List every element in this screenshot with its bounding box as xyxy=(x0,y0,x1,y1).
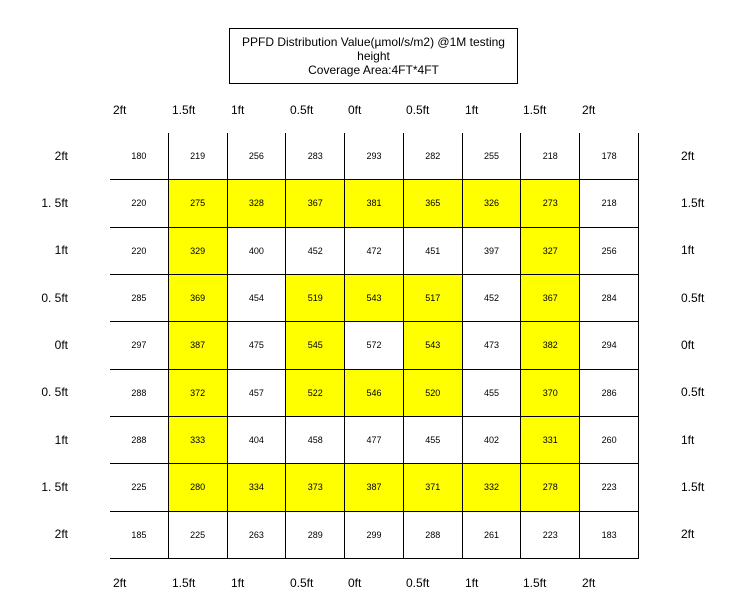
grid-cell: 404 xyxy=(228,417,287,464)
grid-cell: 522 xyxy=(286,370,345,417)
grid-cell: 282 xyxy=(404,133,463,180)
grid-cell: 218 xyxy=(580,180,639,227)
grid-cell: 520 xyxy=(404,370,463,417)
grid-cell: 451 xyxy=(404,228,463,275)
grid-cell: 327 xyxy=(521,228,580,275)
x-axis-bottom-label: 0.5ft xyxy=(406,576,430,590)
x-axis-bottom-label: 0.5ft xyxy=(290,576,314,590)
x-axis-top-label: 1ft xyxy=(231,103,245,117)
grid-cell: 457 xyxy=(228,370,287,417)
grid-cell: 543 xyxy=(345,275,404,322)
grid-cell: 400 xyxy=(228,228,287,275)
grid-cell: 328 xyxy=(228,180,287,227)
grid-cell: 333 xyxy=(169,417,228,464)
x-axis-top-label: 2ft xyxy=(582,103,596,117)
grid-cell: 220 xyxy=(110,228,169,275)
grid-cell: 178 xyxy=(580,133,639,180)
grid-cell: 372 xyxy=(169,370,228,417)
x-axis-top-label: 1.5ft xyxy=(172,103,196,117)
grid-cell: 373 xyxy=(286,464,345,511)
x-axis-bottom-label: 0ft xyxy=(348,576,362,590)
grid-cell: 472 xyxy=(345,228,404,275)
title-line-3: Coverage Area:4FT*4FT xyxy=(308,63,439,77)
x-axis-top-label: 2ft xyxy=(113,103,127,117)
y-axis-right-label: 0.5ft xyxy=(681,290,705,305)
grid-cell: 519 xyxy=(286,275,345,322)
y-axis-right-label: 1.5ft xyxy=(681,480,705,494)
grid-cell: 289 xyxy=(286,512,345,559)
grid-cell: 365 xyxy=(404,180,463,227)
grid-cell: 293 xyxy=(345,133,404,180)
grid-cell: 285 xyxy=(110,275,169,322)
grid-cell: 370 xyxy=(521,370,580,417)
grid-cell: 545 xyxy=(286,322,345,369)
grid-cell: 275 xyxy=(169,180,228,227)
x-axis-bottom-label: 1ft xyxy=(465,576,479,590)
grid-cell: 280 xyxy=(169,464,228,511)
grid-cell: 286 xyxy=(580,370,639,417)
grid-cell: 572 xyxy=(345,322,404,369)
y-axis-right-label: 2ft xyxy=(681,148,695,163)
grid-cell: 288 xyxy=(110,370,169,417)
grid-cell: 329 xyxy=(169,228,228,275)
grid-cell: 543 xyxy=(404,322,463,369)
grid-cell: 332 xyxy=(463,464,522,511)
ppfd-grid xyxy=(110,133,639,559)
grid-cell: 397 xyxy=(463,228,522,275)
x-axis-bottom-label: 1.5ft xyxy=(523,576,547,590)
grid-cell: 256 xyxy=(228,133,287,180)
grid-cell: 273 xyxy=(521,180,580,227)
x-axis-top-label: 1ft xyxy=(465,103,479,117)
grid-cell: 371 xyxy=(404,464,463,511)
grid-cell: 454 xyxy=(228,275,287,322)
grid-cell: 260 xyxy=(580,417,639,464)
grid-cell: 475 xyxy=(228,322,287,369)
grid-cell: 299 xyxy=(345,512,404,559)
grid-cell: 225 xyxy=(110,464,169,511)
x-axis-top-label: 1.5ft xyxy=(523,103,547,117)
grid-cell: 334 xyxy=(228,464,287,511)
y-axis-right-label: 2ft xyxy=(681,527,695,542)
y-axis-left-label: 1ft xyxy=(54,243,68,258)
grid-cell: 458 xyxy=(286,417,345,464)
x-axis-bottom-label: 2ft xyxy=(582,576,596,590)
grid-cell: 225 xyxy=(169,512,228,559)
y-axis-right-label: 1.5ft xyxy=(681,196,705,210)
chart-title xyxy=(229,28,518,84)
grid-cell: 452 xyxy=(286,228,345,275)
y-axis-left-label: 2ft xyxy=(54,527,68,542)
x-axis-bottom-label: 1.5ft xyxy=(172,576,196,590)
x-axis-bottom-label: 1ft xyxy=(231,576,245,590)
grid-cell: 382 xyxy=(521,322,580,369)
title-line-1: PPFD Distribution Value(µmol/s/m2) @1M testing xyxy=(242,35,505,49)
x-axis-top-label: 0.5ft xyxy=(406,103,430,117)
grid-cell: 288 xyxy=(110,417,169,464)
grid-cell: 284 xyxy=(580,275,639,322)
grid-cell: 278 xyxy=(521,464,580,511)
grid-cell: 331 xyxy=(521,417,580,464)
grid-cell: 517 xyxy=(404,275,463,322)
x-axis-bottom-label: 2ft xyxy=(113,576,127,590)
y-axis-left-label: 1. 5ft xyxy=(41,480,68,494)
grid-cell: 326 xyxy=(463,180,522,227)
grid-cell: 387 xyxy=(169,322,228,369)
y-axis-left-label: 1ft xyxy=(54,432,68,447)
grid-cell: 255 xyxy=(463,133,522,180)
y-axis-right-label: 0.5ft xyxy=(681,385,705,400)
grid-cell: 455 xyxy=(404,417,463,464)
grid-cell: 294 xyxy=(580,322,639,369)
grid-cell: 263 xyxy=(228,512,287,559)
grid-cell: 369 xyxy=(169,275,228,322)
y-axis-left-label: 0. 5ft xyxy=(41,385,68,400)
y-axis-right-label: 0ft xyxy=(681,338,695,352)
grid-cell: 180 xyxy=(110,133,169,180)
grid-cell: 219 xyxy=(169,133,228,180)
grid-cell: 367 xyxy=(286,180,345,227)
y-axis-left-label: 0ft xyxy=(54,338,68,352)
grid-cell: 546 xyxy=(345,370,404,417)
grid-cell: 452 xyxy=(463,275,522,322)
grid-cell: 218 xyxy=(521,133,580,180)
grid-cell: 261 xyxy=(463,512,522,559)
grid-cell: 387 xyxy=(345,464,404,511)
grid-cell: 256 xyxy=(580,228,639,275)
grid-cell: 473 xyxy=(463,322,522,369)
grid-cell: 455 xyxy=(463,370,522,417)
y-axis-left-label: 2ft xyxy=(54,148,68,163)
grid-cell: 223 xyxy=(521,512,580,559)
grid-cell: 183 xyxy=(580,512,639,559)
grid-cell: 477 xyxy=(345,417,404,464)
grid-cell: 288 xyxy=(404,512,463,559)
title-line-2: height xyxy=(357,49,390,63)
x-axis-top-label: 0ft xyxy=(348,103,362,117)
grid-cell: 220 xyxy=(110,180,169,227)
y-axis-left-label: 1. 5ft xyxy=(41,196,68,210)
y-axis-right-label: 1ft xyxy=(681,432,695,447)
grid-cell: 283 xyxy=(286,133,345,180)
y-axis-right-label: 1ft xyxy=(681,243,695,258)
grid-cell: 367 xyxy=(521,275,580,322)
grid-cell: 381 xyxy=(345,180,404,227)
x-axis-top-label: 0.5ft xyxy=(290,103,314,117)
grid-cell: 223 xyxy=(580,464,639,511)
y-axis-left-label: 0. 5ft xyxy=(41,290,68,305)
grid-cell: 402 xyxy=(463,417,522,464)
grid-cell: 297 xyxy=(110,322,169,369)
grid-cell: 185 xyxy=(110,512,169,559)
